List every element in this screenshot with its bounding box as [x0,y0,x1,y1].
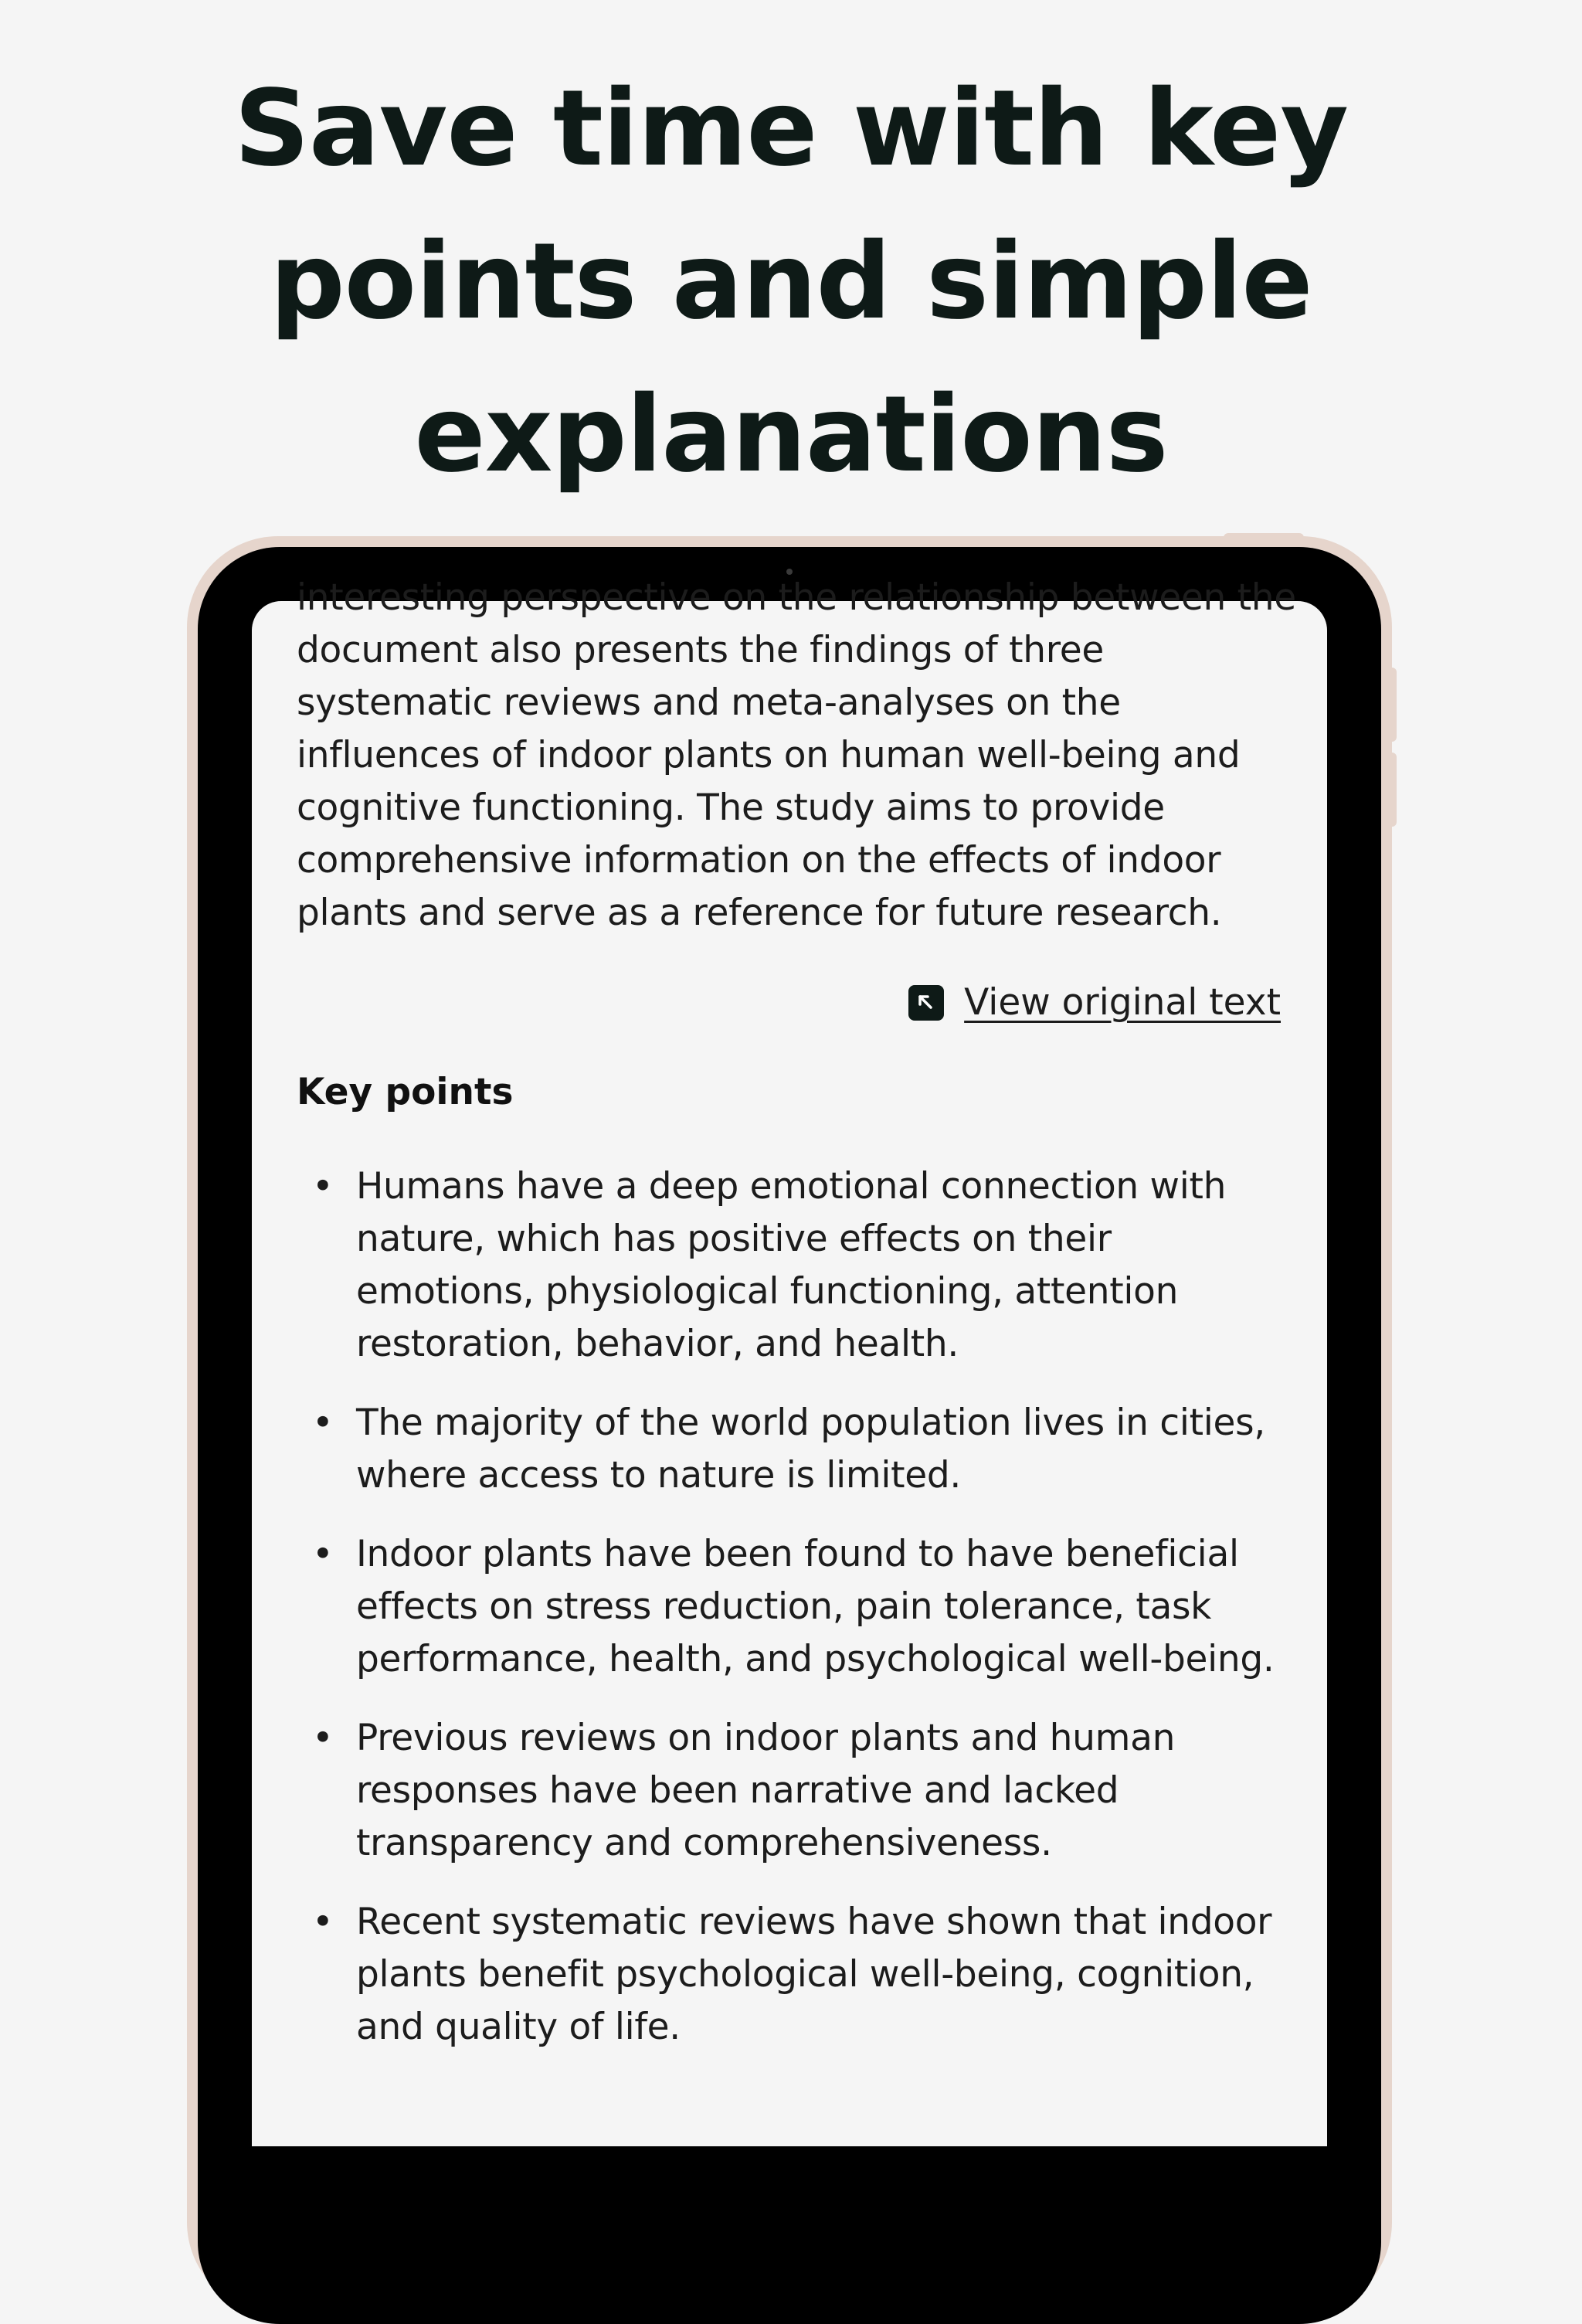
headline-line: points and simple [270,221,1312,343]
list-item [297,1397,1316,1502]
summary-line: document also presents the findings of three [297,629,1104,671]
list-item-line: nature, which has positive effects on their [356,1218,1112,1260]
bullet-mark: • [312,1533,334,1575]
summary-line: interesting perspective on the relationship between the [297,576,1296,619]
bullet-mark: • [312,1402,334,1444]
headline-line: explanations [414,374,1168,496]
bullet-mark: • [312,1717,334,1759]
list-item-line: The majority of the world population lives in cities, [356,1402,1265,1444]
key-points-title: Key points [297,1071,514,1113]
list-item-line: Previous reviews on indoor plants and human [356,1717,1176,1759]
list-item-line: effects on stress reduction, pain tolerance, task [356,1585,1212,1628]
list-item-line: restoration, behavior, and health. [356,1323,959,1365]
summary-line: influences of indoor plants on human well-being and [297,734,1241,776]
summary-line: cognitive functioning. The study aims to provide [297,787,1165,829]
list-item-line: responses have been narrative and lacked [356,1769,1119,1812]
list-item [297,1712,1316,1870]
view-original-text-label: View original text [964,981,1281,1024]
list-item-line: and quality of life. [356,2006,681,2048]
bullet-mark: • [312,1901,334,1943]
arrow-up-left-icon [908,985,944,1021]
list-item-line: performance, health, and psychological well-being. [356,1638,1275,1680]
list-item-line: emotions, physiological functioning, attention [356,1270,1179,1313]
summary-paragraph [297,572,1301,939]
bullet-mark: • [312,1165,334,1208]
summary-line: systematic reviews and meta-analyses on the [297,681,1121,724]
list-item-line: Humans have a deep emotional connection with [356,1165,1227,1208]
list-item [297,1528,1316,1686]
summary-line: comprehensive information on the effects of indoor [297,839,1221,882]
marketing-headline [0,53,1582,511]
list-item [297,1896,1316,2054]
headline-line: Save time with key [233,68,1348,190]
key-points-list [297,1160,1316,2080]
summary-line: plants and serve as a reference for future research. [297,892,1222,934]
list-item-line: transparency and comprehensiveness. [356,1822,1052,1864]
list-item [297,1160,1316,1371]
list-item-line: where access to nature is limited. [356,1454,962,1497]
list-item-line: Indoor plants have been found to have beneficial [356,1533,1239,1575]
tablet-screen[interactable] [252,576,1327,2146]
view-original-text-link[interactable] [908,977,1281,1029]
list-item-line: plants benefit psychological well-being, cognition, [356,1953,1254,1996]
list-item-line: Recent systematic reviews have shown that indoor [356,1901,1272,1943]
